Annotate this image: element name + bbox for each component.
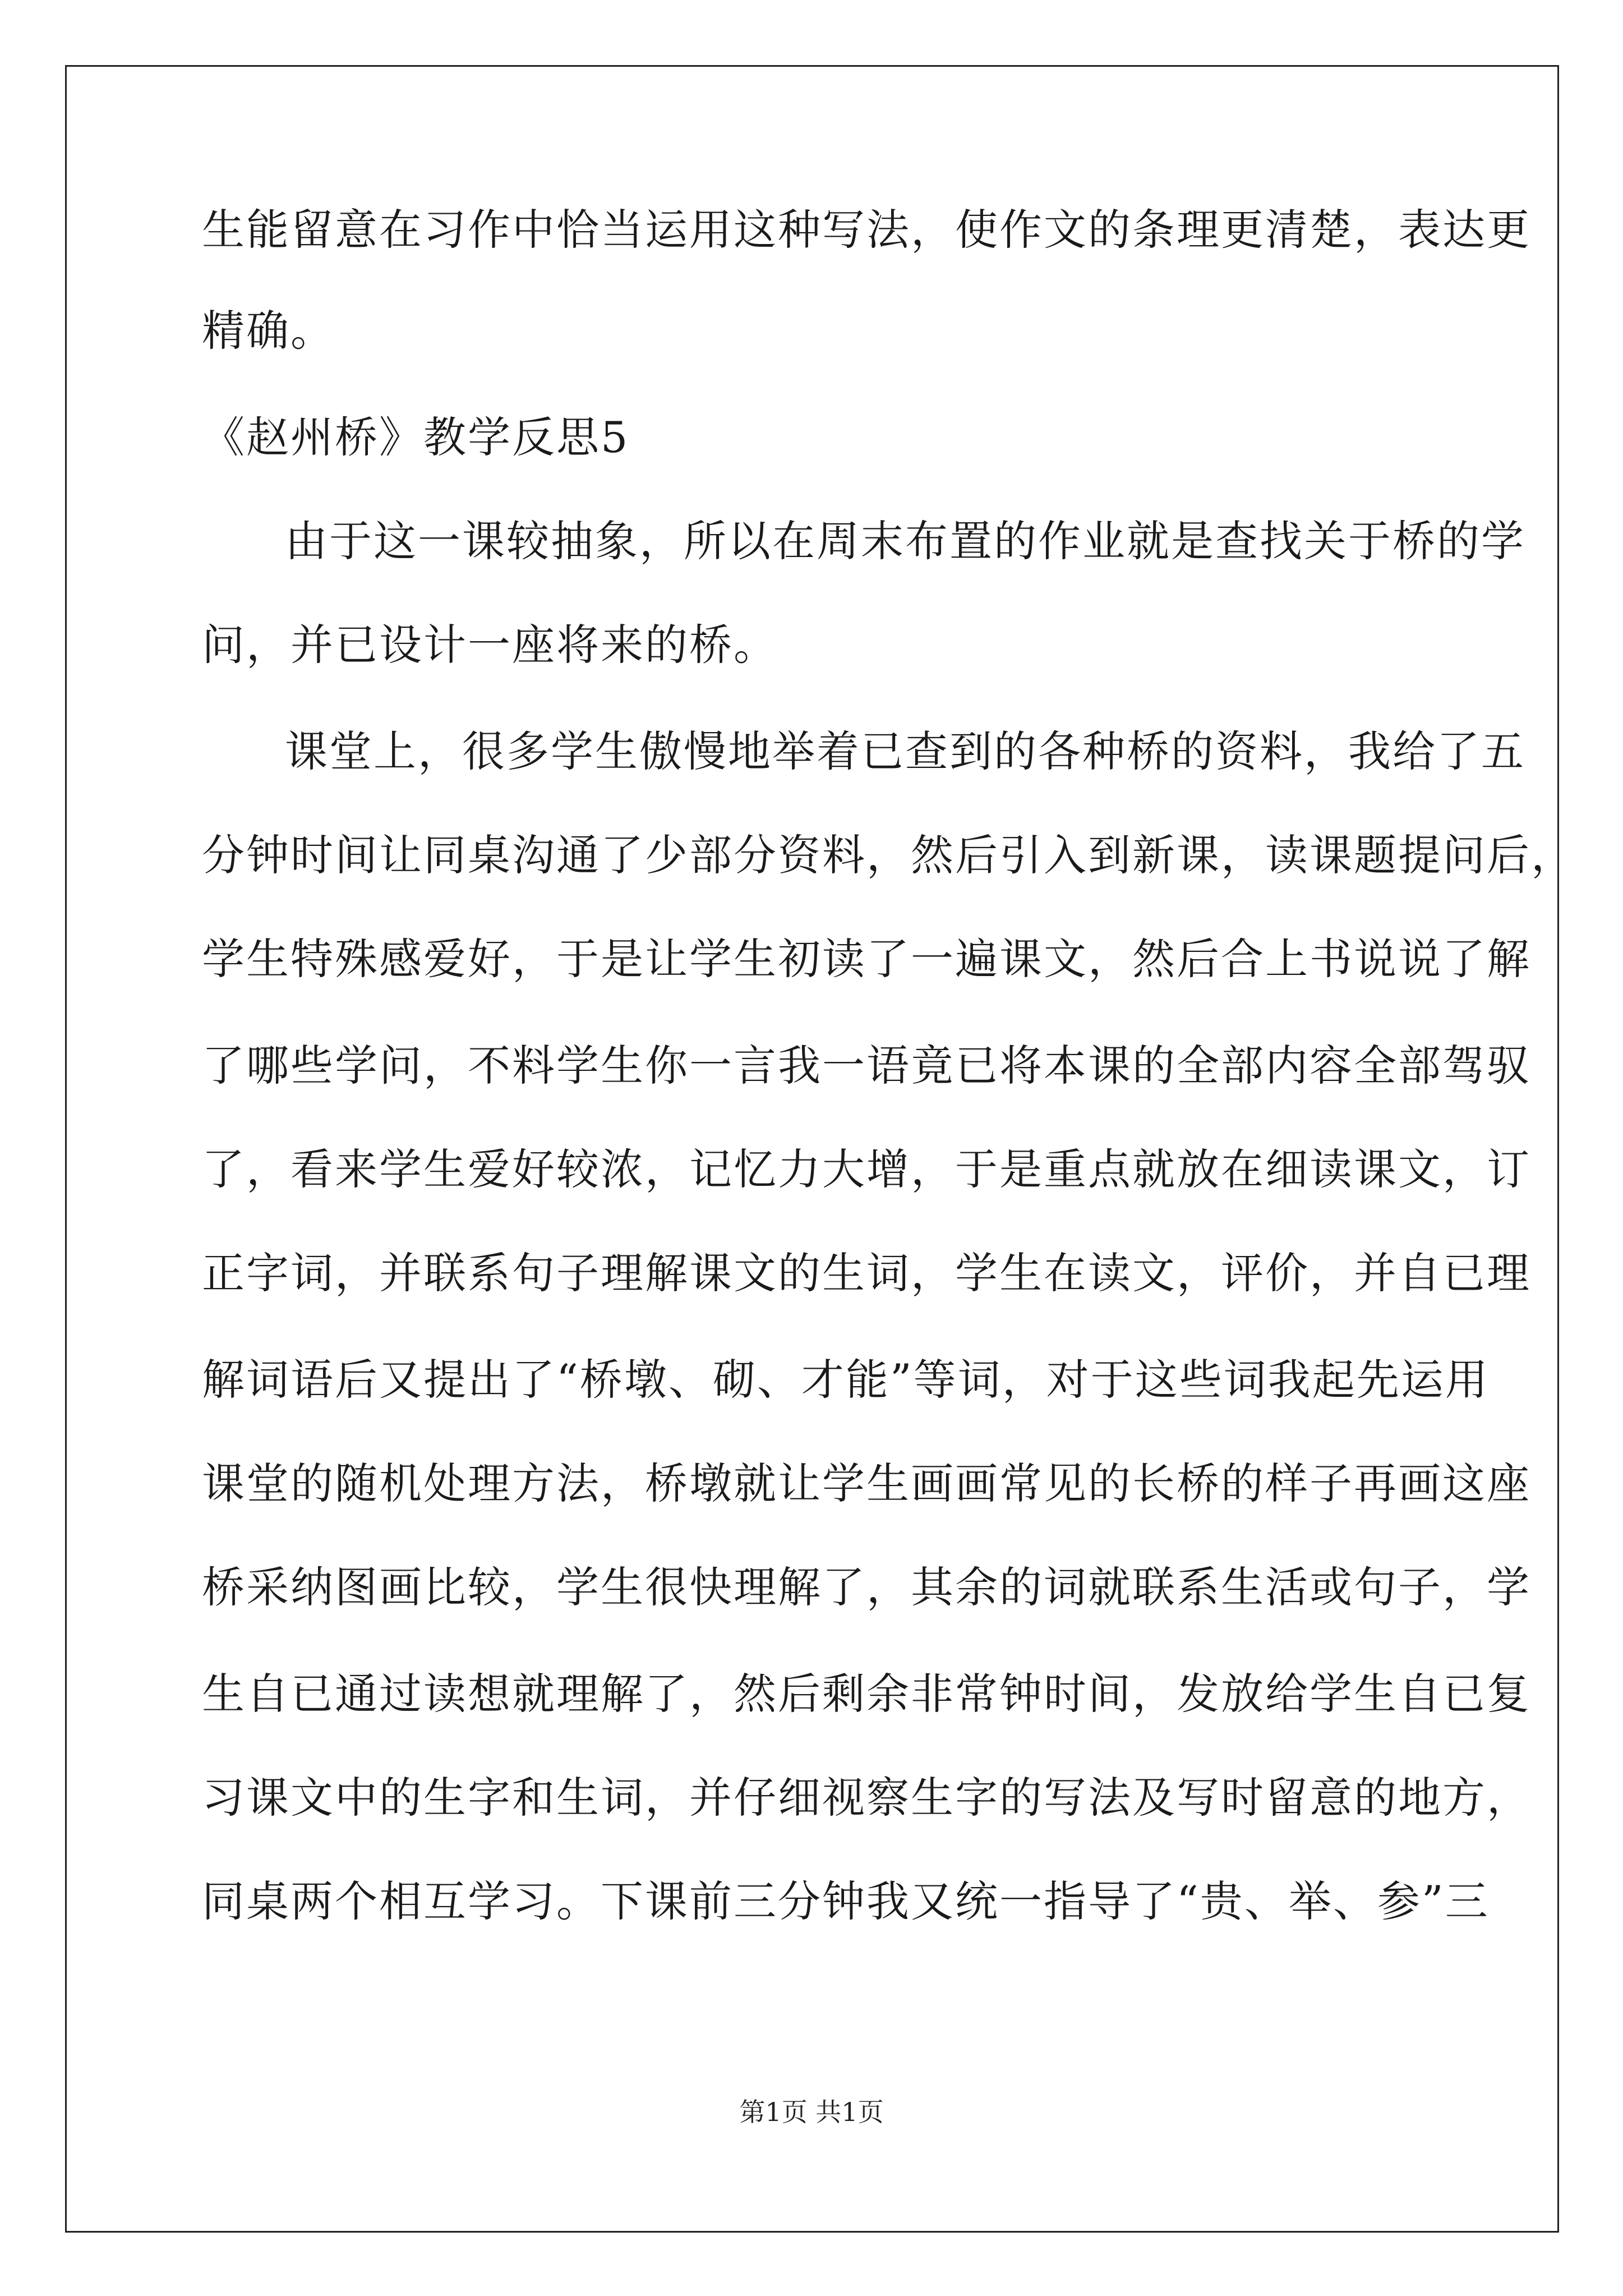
text-line: 精确。	[202, 306, 335, 356]
text-line: 正字词，并联系句子理解课文的生词，学生在读文，评价，并自已理	[202, 1248, 1531, 1298]
text-line: 学生特殊感爱好，于是让学生初读了一遍课文，然后合上书说说了解	[202, 934, 1531, 984]
paragraph-first-line: 由于这一课较抽象，所以在周末布置的作业就是查找关于桥的学	[285, 516, 1525, 566]
paragraph-first-line: 课堂上，很多学生傲慢地举着已查到的各种桥的资料，我给了五	[285, 726, 1525, 776]
text-line: 生能留意在习作中恰当运用这种写法，使作文的条理更清楚，表达更	[202, 205, 1531, 255]
text-line: 生自已通过读想就理解了，然后剩余非常钟时间，发放给学生自已复	[202, 1669, 1531, 1719]
text-line: 了哪些学问，不料学生你一言我一语竟已将本课的全部内容全部驾驭	[202, 1041, 1531, 1091]
text-line: 习课文中的生字和生词，并仔细视察生字的写法及写时留意的地方，	[202, 1773, 1531, 1823]
text-line: 课堂的随机处理方法，桥墩就让学生画画常见的长桥的样子再画这座	[202, 1458, 1531, 1508]
page-number-footer: 第1页 共1页	[739, 2097, 884, 2127]
section-heading: 《赵州桥》教学反思5	[202, 412, 630, 462]
text-line: 同桌两个相互学习。下课前三分钟我又统一指导了“贵、举、参”三	[202, 1876, 1490, 1926]
text-line: 问，并已设计一座将来的桥。	[202, 620, 778, 670]
text-line: 解词语后又提出了“桥墩、砌、才能”等词，对于这些词我起先运用	[202, 1355, 1490, 1405]
text-line: 桥采纳图画比较，学生很快理解了，其余的词就联系生活或句子，学	[202, 1562, 1531, 1612]
text-line: 了，看来学生爱好较浓，记忆力大增，于是重点就放在细读课文，订	[202, 1144, 1531, 1194]
text-line: 分钟时间让同桌沟通了少部分资料，然后引入到新课，读课题提问后，	[202, 830, 1575, 880]
